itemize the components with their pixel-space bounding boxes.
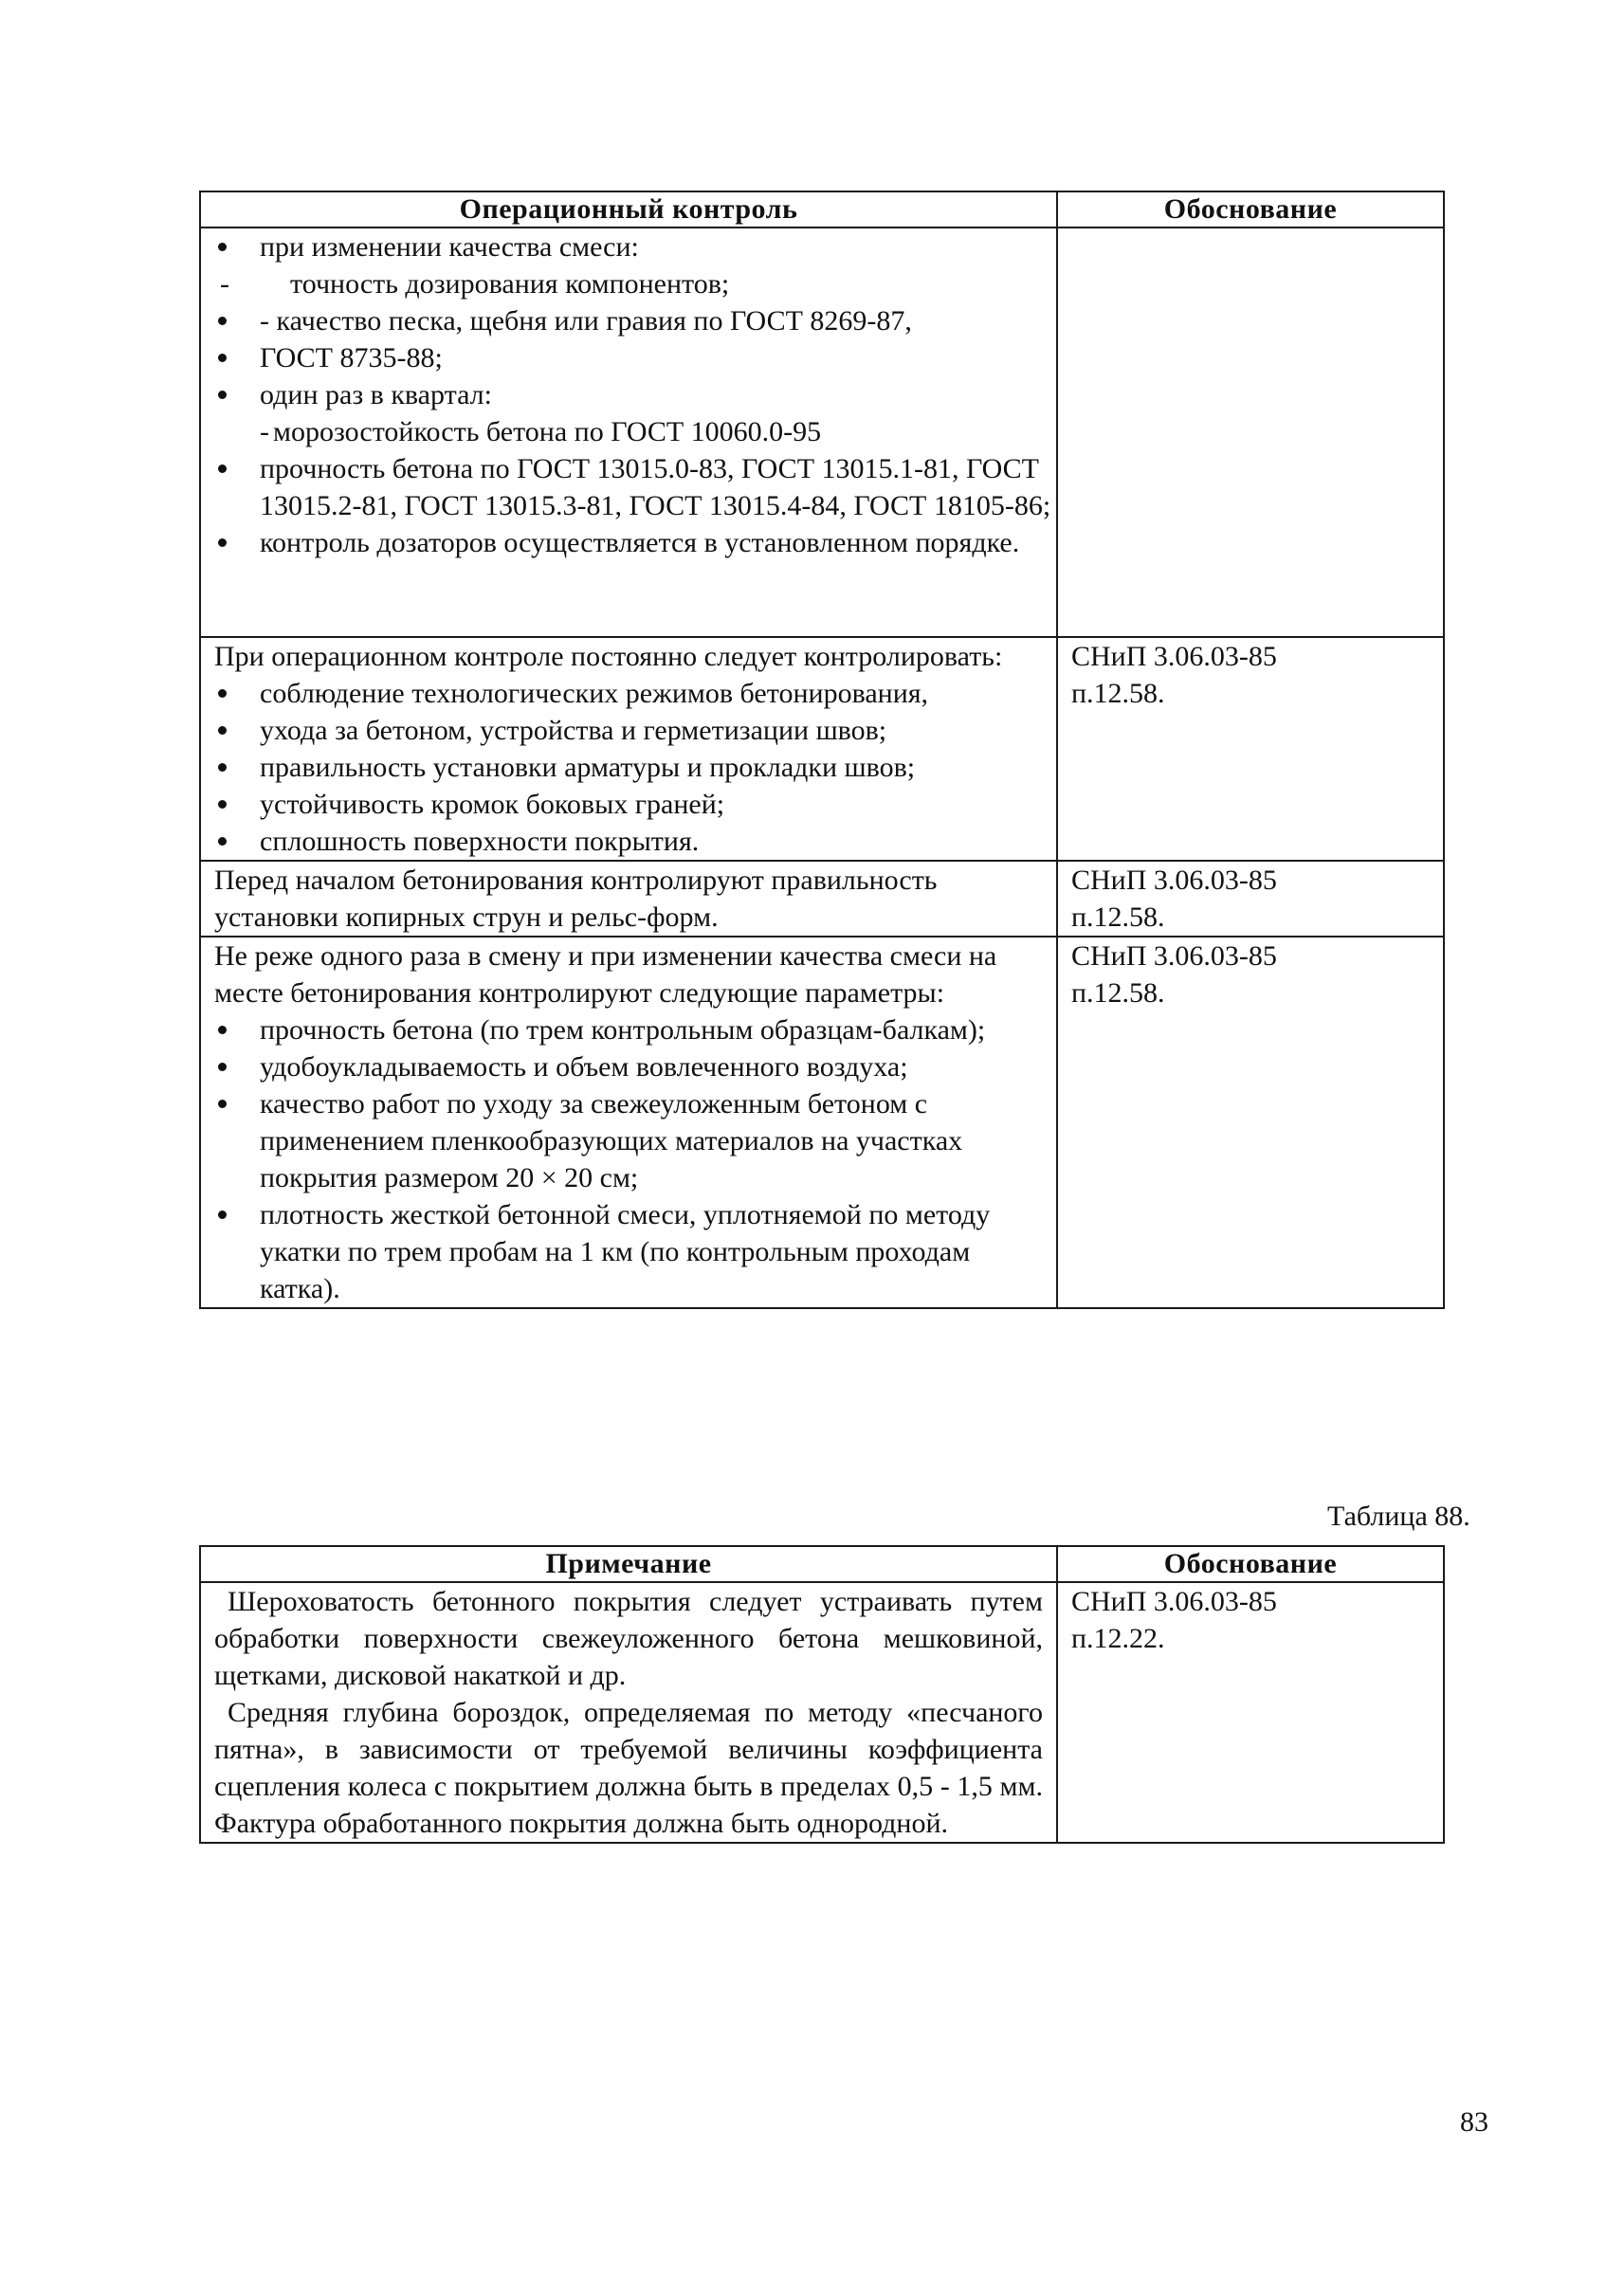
table-row — [200, 861, 1444, 937]
basis-cell — [1057, 937, 1444, 1308]
basis-cell — [1057, 637, 1444, 861]
row-intro: Не реже одного раза в смену и при изменении качества смеси на месте бетонирования контролируют следующие параметры: — [214, 940, 997, 1009]
table-header-row — [200, 1546, 1444, 1582]
list-item: качество работ по уходу за свежеуложенным бетоном с применением пленкообразующих материалов на участках покрытия размером 20 × 20 см; — [214, 1085, 1056, 1196]
list-item: - качество песка, щебня или гравия по ГОСТ 8269-87, — [214, 302, 1056, 339]
list-item: - морозостойкость бетона по ГОСТ 10060.0-95 — [214, 413, 1056, 450]
list-item: один раз в квартал: — [214, 376, 1056, 413]
control-table — [199, 191, 1445, 1309]
basis-cell — [1057, 1582, 1444, 1843]
note-paragraph: Шероховатость бетонного покрытия следует устраивать путем обработки поверхности свежеуложенного бетона мешковиной, щетками, дисковой накаткой и др. — [214, 1586, 1043, 1691]
list-item: прочность бетона (по трем контрольным образцам-балкам); — [214, 1011, 1056, 1048]
table-header-row — [200, 191, 1444, 228]
note-paragraph: Средняя глубина бороздок, определяемая по методу «песчаного пятна», в зависимости от требуемой величины коэффициента сцепления колеса с покрытием должна быть в пределах 0,5 - 1,5 мм. Фактура обработанного покрытия должна быть однородной. — [214, 1697, 1043, 1839]
list-item: удобоукладываемость и объем вовлеченного воздуха; — [214, 1048, 1056, 1085]
list-item: - точность дозирования компонентов; — [214, 265, 1056, 302]
table-row — [200, 1582, 1444, 1843]
list-item: при изменении качества смеси: — [214, 228, 1056, 265]
row-intro: При операционном контроле постоянно следует контролировать: — [214, 641, 1003, 672]
list-item: ГОСТ 8735-88; — [214, 339, 1056, 376]
header-note: Примечание — [200, 1546, 1057, 1582]
control-cell — [200, 937, 1057, 1308]
basis-clause: п.12.58. — [1071, 901, 1165, 933]
note-cell — [200, 1582, 1057, 1843]
list-item: правильность установки арматуры и прокладки швов; — [214, 749, 1056, 786]
control-list — [214, 675, 1056, 860]
basis-cell — [1057, 861, 1444, 937]
header-basis: Обоснование — [1057, 191, 1444, 228]
control-list — [214, 228, 1056, 561]
basis-doc: СНиП 3.06.03-85 — [1071, 1586, 1277, 1617]
basis-doc: СНиП 3.06.03-85 — [1071, 865, 1277, 896]
note-table — [199, 1545, 1445, 1844]
page-number: 83 — [1460, 2106, 1488, 2138]
list-item: сплошность поверхности покрытия. — [214, 823, 1056, 860]
table-row — [200, 228, 1444, 637]
list-item: контроль дозаторов осуществляется в установленном порядке. — [214, 524, 1056, 561]
header-operational-control: Операционный контроль — [200, 191, 1057, 228]
basis-clause: п.12.58. — [1071, 678, 1165, 709]
basis-doc: СНиП 3.06.03-85 — [1071, 641, 1277, 672]
basis-clause: п.12.58. — [1071, 977, 1165, 1009]
control-cell — [200, 228, 1057, 637]
control-list — [214, 1011, 1056, 1307]
list-item: соблюдение технологических режимов бетонирования, — [214, 675, 1056, 712]
header-basis: Обоснование — [1057, 1546, 1444, 1582]
list-item: плотность жесткой бетонной смеси, уплотняемой по методу укатки по трем пробам на 1 км (по контрольным проходам катка). — [214, 1196, 1056, 1307]
list-item: ухода за бетоном, устройства и герметизации швов; — [214, 712, 1056, 749]
control-cell — [200, 637, 1057, 861]
table-caption: Таблица 88. — [1327, 1501, 1470, 1532]
basis-cell — [1057, 228, 1444, 637]
basis-clause: п.12.22. — [1071, 1623, 1165, 1654]
list-item: прочность бетона по ГОСТ 13015.0-83, ГОСТ 13015.1-81, ГОСТ 13015.2-81, ГОСТ 13015.3-81, ГОСТ 13015.4-84, ГОСТ 18105-86; — [214, 450, 1056, 524]
table-row — [200, 937, 1444, 1308]
table-row — [200, 637, 1444, 861]
basis-doc: СНиП 3.06.03-85 — [1071, 940, 1277, 972]
list-item: устойчивость кромок боковых граней; — [214, 786, 1056, 823]
control-cell: Перед началом бетонирования контролируют правильность установки копирных струн и рельс-форм. — [200, 861, 1057, 937]
